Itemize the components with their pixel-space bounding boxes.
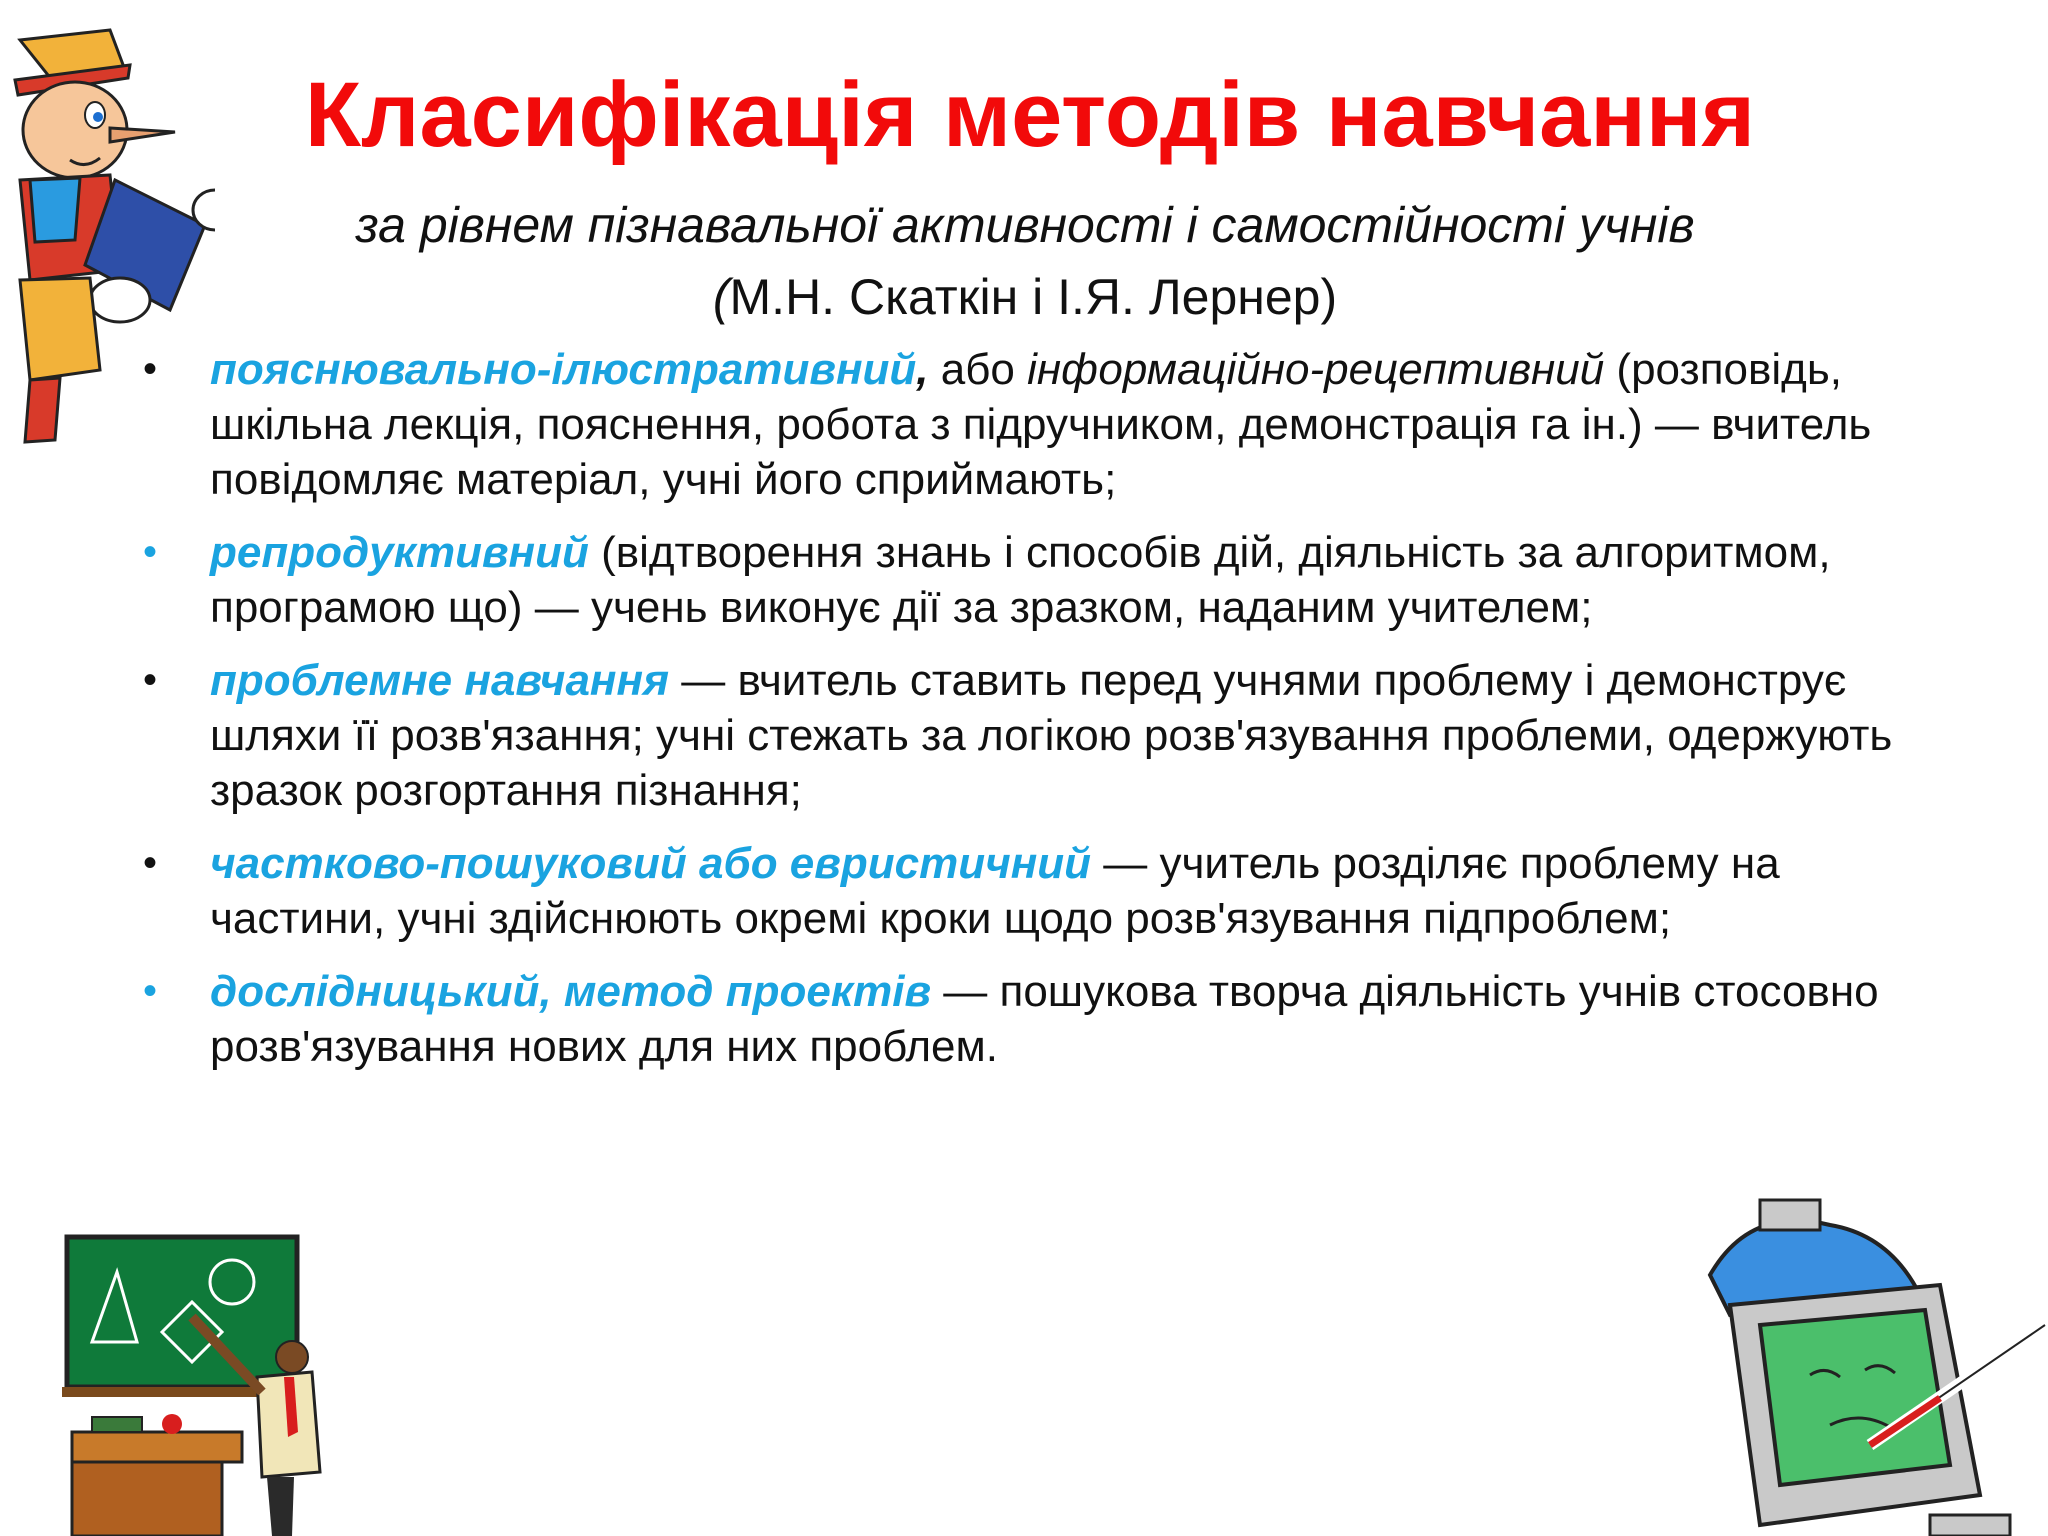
page-subtitle: [190, 195, 1860, 327]
method-term: репродуктивний: [210, 528, 589, 577]
teacher-blackboard-clipart: [62, 1232, 332, 1536]
method-term: пояснювально-ілюстративний: [210, 345, 917, 394]
method-term: проблемне навчання: [210, 656, 669, 705]
list-item: [130, 653, 1950, 818]
bullet: •: [142, 530, 157, 574]
bullet: •: [142, 658, 157, 702]
method-description: (розповідь, шкільна лекція, пояснення, робота з підручником, демонстрація га ін.) — вчитель повідомляє матеріал, учні його сприймають;: [210, 345, 1872, 504]
method-term: дослідницький, метод проектів: [210, 967, 932, 1016]
page-title: Класифікація методів навчання: [304, 64, 1756, 166]
bullet: •: [142, 841, 157, 885]
list-item: [130, 836, 1950, 946]
method-description: — вчитель ставить перед учнями проблему і демонструє шляхи її розв'язання; учні стежать за логікою розв'язування проблеми, одержують зразок розгортання пізнання;: [210, 656, 1893, 815]
method-description: — учитель розділяє проблему на частини, учні здійснюють окремі кроки щодо розв'язування підпроблем;: [210, 839, 1780, 943]
method-description: (відтворення знань і способів дій, діяльність за алгоритмом, програмою що) — учень виконує дії за зразком, наданим учителем;: [210, 528, 1831, 632]
method-term: частково-пошуковий або евристичний: [210, 839, 1092, 888]
authors-text: М.Н. Скаткін і І.Я. Лернер): [729, 269, 1338, 325]
bullet: •: [142, 347, 157, 391]
sick-computer-clipart: [1690, 1195, 2048, 1536]
list-item: [130, 342, 1950, 507]
subtitle-criterion: за рівнем пізнавальної активності і самостійності учнів: [355, 197, 1695, 253]
method-description: — пошукова творча діяльність учнів стосовно розв'язування нових для них проблем.: [210, 967, 1879, 1071]
subtitle-paren: (: [712, 269, 730, 325]
methods-list: [130, 342, 1950, 1092]
bullet: •: [142, 969, 157, 1013]
list-item: [130, 964, 1950, 1074]
subtitle-authors: [190, 267, 1860, 327]
comma: ,: [916, 345, 929, 394]
method-alt-term: інформаційно-рецептивний: [1027, 345, 1605, 394]
connector: або: [928, 345, 1028, 394]
list-item: [130, 525, 1950, 635]
